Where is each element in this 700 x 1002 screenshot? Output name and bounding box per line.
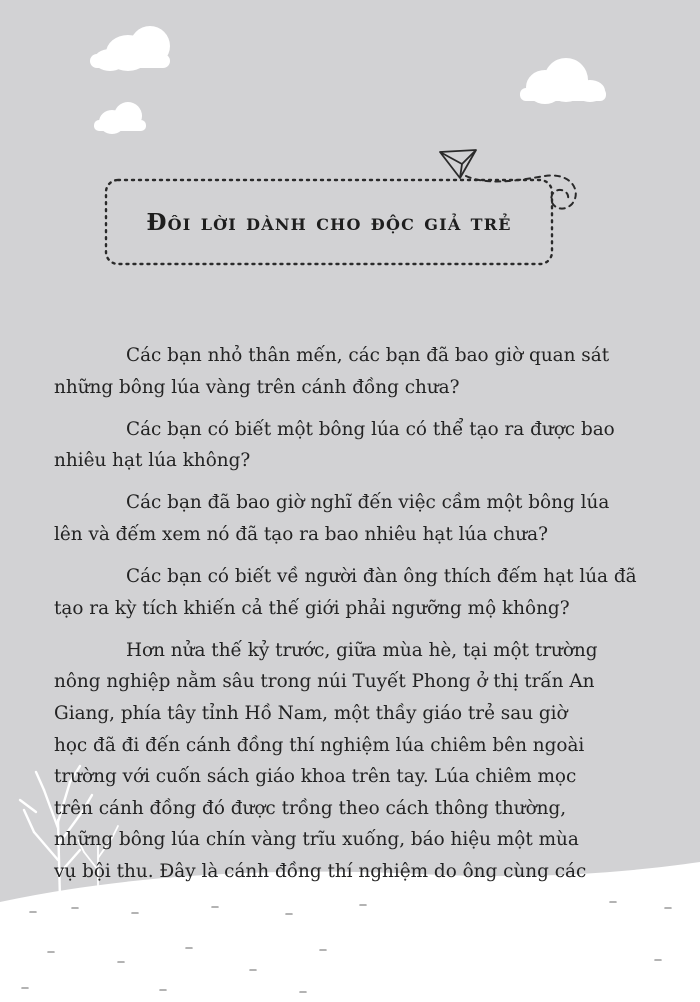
text-line: nhiêu hạt lúa không? — [54, 450, 251, 472]
text-line: những bông lúa chín vàng trĩu xuống, báo hiệu một mùa — [54, 829, 579, 851]
cloud-icon — [520, 58, 606, 104]
text-line: học đã đi đến cánh đồng thí nghiệm lúa chiêm bên ngoài — [54, 734, 585, 756]
body-text — [54, 340, 637, 898]
cloud-icon — [90, 26, 170, 71]
text-line: Các bạn nhỏ thân mến, các bạn đã bao giờ quan sát — [126, 345, 610, 366]
paper-plane-icon — [440, 150, 476, 178]
text-line: những bông lúa vàng trên cánh đồng chưa? — [54, 376, 460, 398]
text-line: Các bạn đã bao giờ nghĩ đến việc cầm một bông lúa — [126, 492, 610, 514]
text-line: nông nghiệp nằm sâu trong núi Tuyết Phong ở thị trấn An — [54, 671, 595, 693]
text-line: trên cánh đồng đó được trồng theo cách thông thường, — [54, 797, 567, 819]
text-line: trường với cuốn sách giáo khoa trên tay. Lúa chiêm mọc — [54, 766, 577, 788]
paragraph — [54, 414, 615, 477]
text-line: Hơn nửa thế kỷ trước, giữa mùa hè, tại một trường — [126, 639, 598, 661]
text-line: vụ bội thu. Đây là cánh đồng thí nghiệm do ông cùng các — [54, 860, 587, 882]
paragraph — [54, 487, 610, 550]
text-line: Giang, phía tây tỉnh Hồ Nam, một thầy giáo trẻ sau giờ — [54, 702, 568, 724]
watermark-brand: NetaBooks — [432, 936, 631, 978]
paragraph — [54, 340, 610, 403]
text-line: Các bạn có biết một bông lúa có thể tạo ra được bao — [126, 418, 615, 440]
paragraph — [54, 561, 637, 624]
page-title: Đôi lời dành cho độc giả trẻ — [146, 208, 512, 236]
watermark — [372, 930, 657, 984]
watermark-suffix: .vn — [632, 954, 657, 974]
cloud-icon — [94, 102, 146, 134]
text-line: tạo ra kỳ tích khiến cả thế giới phải ngưỡng mộ không? — [54, 597, 570, 619]
text-line: lên và đếm xem nó đã tạo ra bao nhiêu hạt lúa chưa? — [54, 523, 548, 545]
paragraph — [54, 635, 600, 888]
text-line: Các bạn có biết về người đàn ông thích đếm hạt lúa đã — [126, 566, 637, 588]
title-box — [106, 180, 552, 264]
